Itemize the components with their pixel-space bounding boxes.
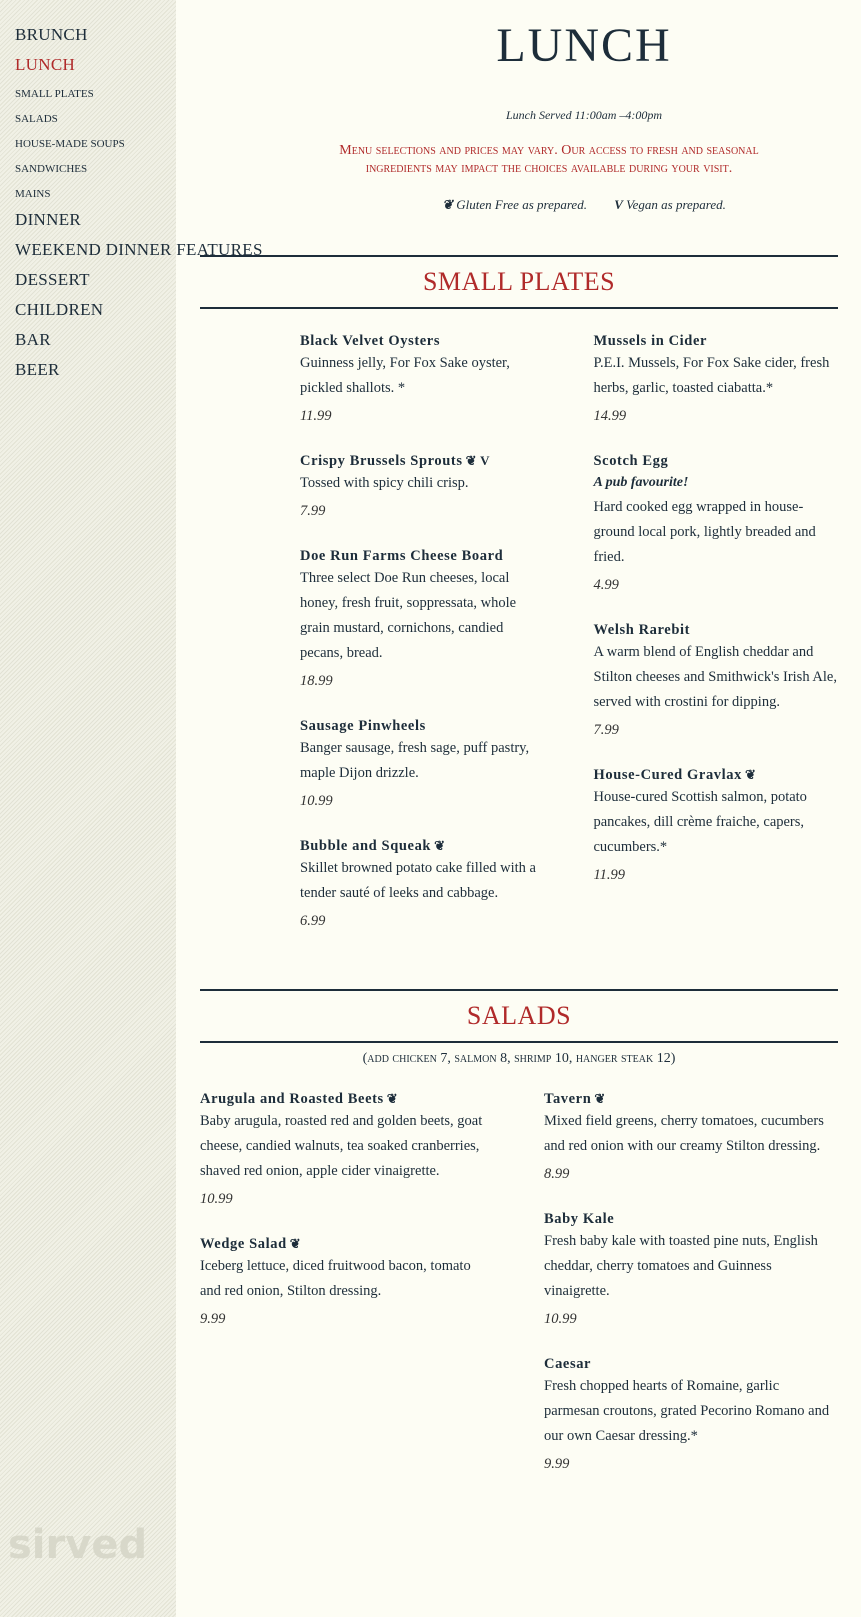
item-name-text: Wedge Salad	[200, 1236, 287, 1252]
menu-item	[594, 765, 839, 890]
item-name	[300, 716, 540, 736]
item-description: Banger sausage, fresh sage, puff pastry, maple Dijon drizzle.	[300, 740, 530, 781]
nav-item-salads[interactable]: SALADS	[15, 113, 58, 125]
nav-item-brunch[interactable]: BRUNCH	[15, 25, 88, 44]
item-price: 8.99	[544, 1166, 570, 1182]
salads-right-column	[544, 1089, 834, 1499]
item-description: Mixed field greens, cherry tomatoes, cucumbers and red onion with our creamy Stilton dressing.	[544, 1113, 824, 1154]
served-hours: Lunch Served 11:00am –4:00pm	[505, 108, 663, 122]
menu-item	[544, 1089, 834, 1189]
nav-item-sandwiches[interactable]: SANDWICHES	[15, 163, 88, 175]
vegan-label: Vegan as prepared.	[626, 197, 726, 212]
nav-item-small-plates[interactable]: SMALL PLATES	[15, 88, 94, 100]
item-name-text: Mussels in Cider	[593, 333, 708, 349]
small-plates-left-column	[300, 331, 540, 956]
menu-nav	[15, 24, 263, 389]
nav-item-dinner[interactable]: DINNER	[15, 210, 82, 229]
menu-item	[300, 546, 540, 696]
item-name	[544, 1089, 834, 1109]
menu-item	[300, 716, 540, 816]
section-heading-salads: SALADS	[200, 989, 838, 1043]
item-name-text: Caesar	[544, 1356, 592, 1372]
nav-item-dessert[interactable]: DESSERT	[15, 270, 90, 289]
item-price: 7.99	[300, 503, 326, 519]
nav-item-house-made-soups[interactable]: HOUSE-MADE SOUPS	[15, 138, 125, 150]
item-price: 9.99	[200, 1311, 226, 1327]
nav-item-beer[interactable]: BEER	[15, 360, 60, 379]
menu-item	[200, 1089, 490, 1214]
item-description: Iceberg lettuce, diced fruitwood bacon, tomato and red onion, Stilton dressing.	[200, 1258, 471, 1299]
menu-item	[300, 451, 540, 526]
item-name	[300, 836, 540, 856]
diet-legend	[200, 197, 838, 213]
item-name-text: Bubble and Squeak	[300, 838, 432, 854]
item-price: 9.99	[544, 1456, 570, 1472]
item-name-text: Scotch Egg	[593, 453, 669, 469]
item-name-text: Sausage Pinwheels	[300, 718, 426, 734]
item-description: Guinness jelly, For Fox Sake oyster, pickled shallots. *	[300, 355, 510, 396]
item-price: 10.99	[300, 793, 333, 809]
item-name	[594, 451, 839, 471]
small-plates-right-column	[594, 331, 839, 956]
vegan-icon: V	[480, 453, 491, 468]
item-name-text: Welsh Rarebit	[593, 622, 691, 638]
item-tagline: A pub favourite!	[593, 475, 689, 490]
salads-left-column	[200, 1089, 490, 1499]
menu-item	[300, 331, 540, 431]
item-name	[300, 546, 540, 566]
gluten-free-icon: ❦	[594, 1091, 606, 1106]
menu-item	[594, 451, 839, 600]
nav-item-weekend-dinner-features[interactable]: WEEKEND DINNER FEATURES	[15, 240, 263, 259]
item-description: Skillet browned potato cake filled with a tender sauté of leeks and cabbage.	[300, 860, 536, 901]
menu-item	[544, 1209, 834, 1334]
item-name	[200, 1089, 490, 1109]
gluten-free-icon: ❦	[465, 453, 478, 468]
item-name-text: Arugula and Roasted Beets	[200, 1091, 384, 1107]
nav-item-mains[interactable]: MAINS	[15, 188, 51, 200]
item-price: 11.99	[300, 408, 332, 424]
item-description: Baby arugula, roasted red and golden beets, goat cheese, candied walnuts, tea soaked cranberries, shaved red onion, apple cider vinaigrette.	[200, 1113, 483, 1179]
item-name	[300, 331, 540, 351]
item-description: P.E.I. Mussels, For Fox Sake cider, fresh herbs, garlic, toasted ciabatta.*	[593, 355, 830, 396]
item-price: 18.99	[300, 673, 333, 689]
gluten-free-icon: ❦	[442, 197, 453, 212]
item-description: Three select Doe Run cheeses, local honey, fresh fruit, soppressata, whole grain mustard, cornichons, candied pecans, bread.	[300, 570, 517, 661]
item-name	[594, 620, 839, 640]
item-description: A warm blend of English cheddar and Stilton cheeses and Smithwick's Irish Ale, served with crostini for dipping.	[593, 644, 837, 710]
menu-item	[544, 1354, 834, 1479]
gluten-free-label: Gluten Free as prepared.	[456, 197, 587, 212]
item-name-text: House-Cured Gravlax	[593, 767, 742, 783]
item-price: 14.99	[593, 408, 627, 424]
item-price: 10.99	[200, 1191, 233, 1207]
item-description: Fresh chopped hearts of Romaine, garlic parmesan croutons, grated Pecorino Romano and our own Caesar dressing.*	[544, 1378, 830, 1444]
gluten-free-icon: ❦	[289, 1236, 302, 1251]
item-name	[544, 1209, 834, 1229]
vegan-icon: V	[614, 197, 623, 212]
nav-item-children[interactable]: CHILDREN	[15, 300, 104, 319]
item-name-text: Black Velvet Oysters	[300, 333, 441, 349]
menu-item	[200, 1234, 490, 1334]
item-price: 4.99	[593, 577, 619, 593]
item-name-text: Doe Run Farms Cheese Board	[300, 548, 504, 564]
page-title: LUNCH	[496, 19, 672, 72]
item-name-text: Crispy Brussels Sprouts	[300, 453, 463, 469]
item-name-text: Tavern	[544, 1091, 592, 1107]
sirved-watermark: sirved	[8, 1522, 148, 1568]
item-price: 10.99	[544, 1311, 577, 1327]
item-name	[544, 1354, 834, 1374]
item-price: 11.99	[593, 867, 626, 883]
menu-item	[594, 620, 839, 745]
item-name	[594, 765, 839, 785]
gluten-free-icon: ❦	[434, 838, 446, 853]
gluten-free-icon: ❦	[744, 767, 757, 782]
item-name-text: Baby Kale	[544, 1211, 615, 1227]
nav-item-lunch[interactable]: LUNCH	[15, 55, 76, 74]
item-description: Tossed with spicy chili crisp.	[300, 475, 469, 491]
menu-notice: Menu selections and prices may vary. Our access to fresh and seasonal ingredients may impact the choices available during your visit.	[339, 143, 759, 176]
item-price: 6.99	[300, 913, 326, 929]
item-name	[300, 451, 540, 471]
menu-item	[594, 331, 839, 431]
salad-addons: (add chicken 7, salmon 8, shrimp 10, hanger steak 12)	[362, 1051, 676, 1066]
menu-item	[300, 836, 540, 936]
item-description: House-cured Scottish salmon, potato pancakes, dill crème fraiche, capers, cucumbers.*	[593, 789, 807, 855]
item-name	[594, 331, 839, 351]
section-heading-small-plates: SMALL PLATES	[200, 255, 838, 309]
menu-content	[200, 0, 838, 1499]
item-price: 7.99	[593, 722, 619, 738]
item-name	[200, 1234, 490, 1254]
gluten-free-icon: ❦	[386, 1091, 399, 1106]
item-description: Hard cooked egg wrapped in house-ground local pork, lightly breaded and fried.	[593, 499, 816, 565]
item-description: Fresh baby kale with toasted pine nuts, English cheddar, cherry tomatoes and Guinness vinaigrette.	[544, 1233, 818, 1299]
nav-item-bar[interactable]: BAR	[15, 330, 51, 349]
